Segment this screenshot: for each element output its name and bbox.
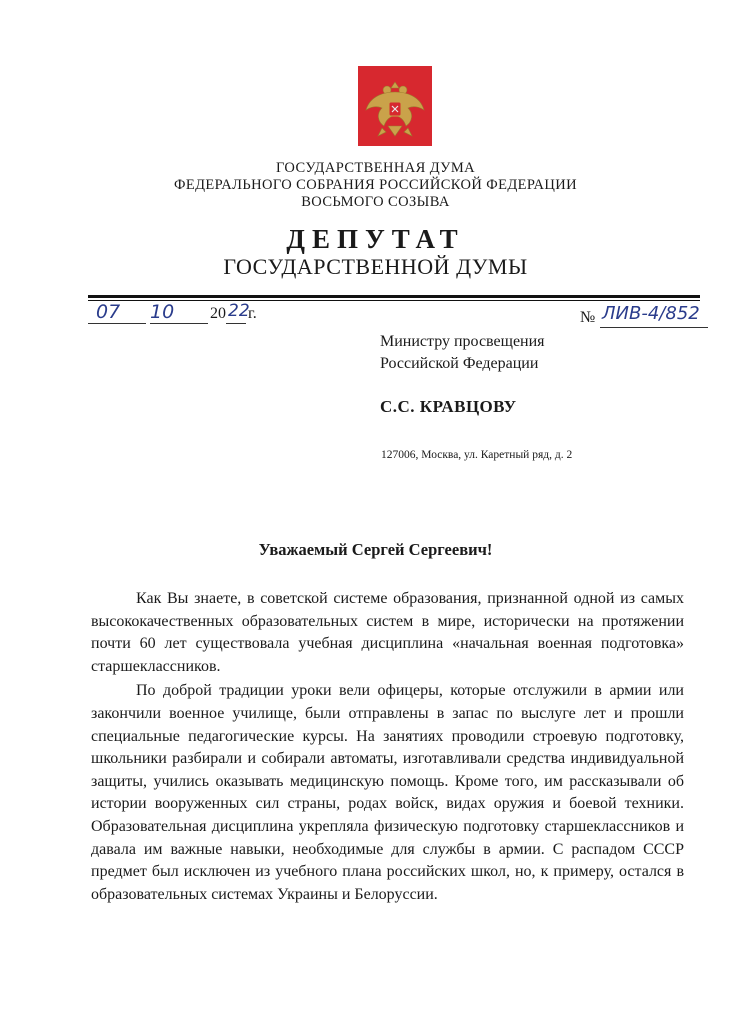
letter-body — [91, 588, 684, 906]
header-divider-thick — [88, 295, 700, 298]
org-line-1: ГОСУДАРСТВЕННАЯ ДУМА — [275, 160, 476, 176]
recipient-country: Российской Федерации — [380, 355, 539, 372]
letterhead-title: ДЕПУТАТ — [286, 224, 465, 254]
paragraph-2: По доброй традиции уроки вели офицеры, которые отслужили в армии или закончили военное училище, были отправлены в запас по выслуге лет и прошли специальные педагогические курсы. На занятиях проводили строевую подготовку, школьники разбирали и собирали автоматы, изготавливали средства индивидуальной защиты, учились оказывать медицинскую помощь. Кроме того, им рассказывали об истории вооруженных сил страны, родах войск, видах оружия и боевой техники. Образовательная дисциплина укрепляла физическую подготовку старшеклассников и давала им важные навыки, необходимые для службы в армии. С распадом СССР предмет был исключен из учебного плана российских школ, но, к примеру, остался в образовательных системах Украины и Белоруссии. — [91, 682, 684, 903]
date-year-suffix: 22 — [228, 301, 250, 321]
paragraph-1: Как Вы знаете, в советской системе образования, признанной одной из самых высококачественных образовательных систем в мире, исторически на протяжении почти 60 лет существовала учебная дисциплина «начальная военная подготовка» старшеклассников. — [91, 590, 684, 675]
date-month: 10 — [150, 301, 175, 323]
recipient-position: Министру просвещения — [380, 333, 545, 350]
date-year-unit: г. — [248, 305, 257, 322]
org-line-3: ВОСЬМОГО СОЗЫВА — [301, 194, 450, 210]
reg-number: ЛИВ-4/852 — [602, 303, 700, 324]
letterhead-subtitle: ГОСУДАРСТВЕННОЙ ДУМЫ — [223, 254, 528, 279]
letter-date — [88, 301, 388, 329]
registration-number — [580, 305, 710, 331]
org-line-2: ФЕДЕРАЛЬНОГО СОБРАНИЯ РОССИЙСКОЙ ФЕДЕРАЦИИ — [173, 177, 578, 193]
reg-symbol: № — [580, 309, 596, 326]
coat-of-arms-icon — [358, 66, 432, 146]
date-year-prefix: 20 — [210, 305, 226, 322]
recipient-name: С.С. КРАВЦОВУ — [380, 397, 517, 416]
recipient-postal-address: 127006, Москва, ул. Каретный ряд, д. 2 — [381, 449, 573, 461]
date-day: 07 — [96, 301, 121, 323]
header-divider-thin — [88, 300, 700, 301]
salutation: Уважаемый Сергей Сергеевич! — [258, 540, 493, 559]
